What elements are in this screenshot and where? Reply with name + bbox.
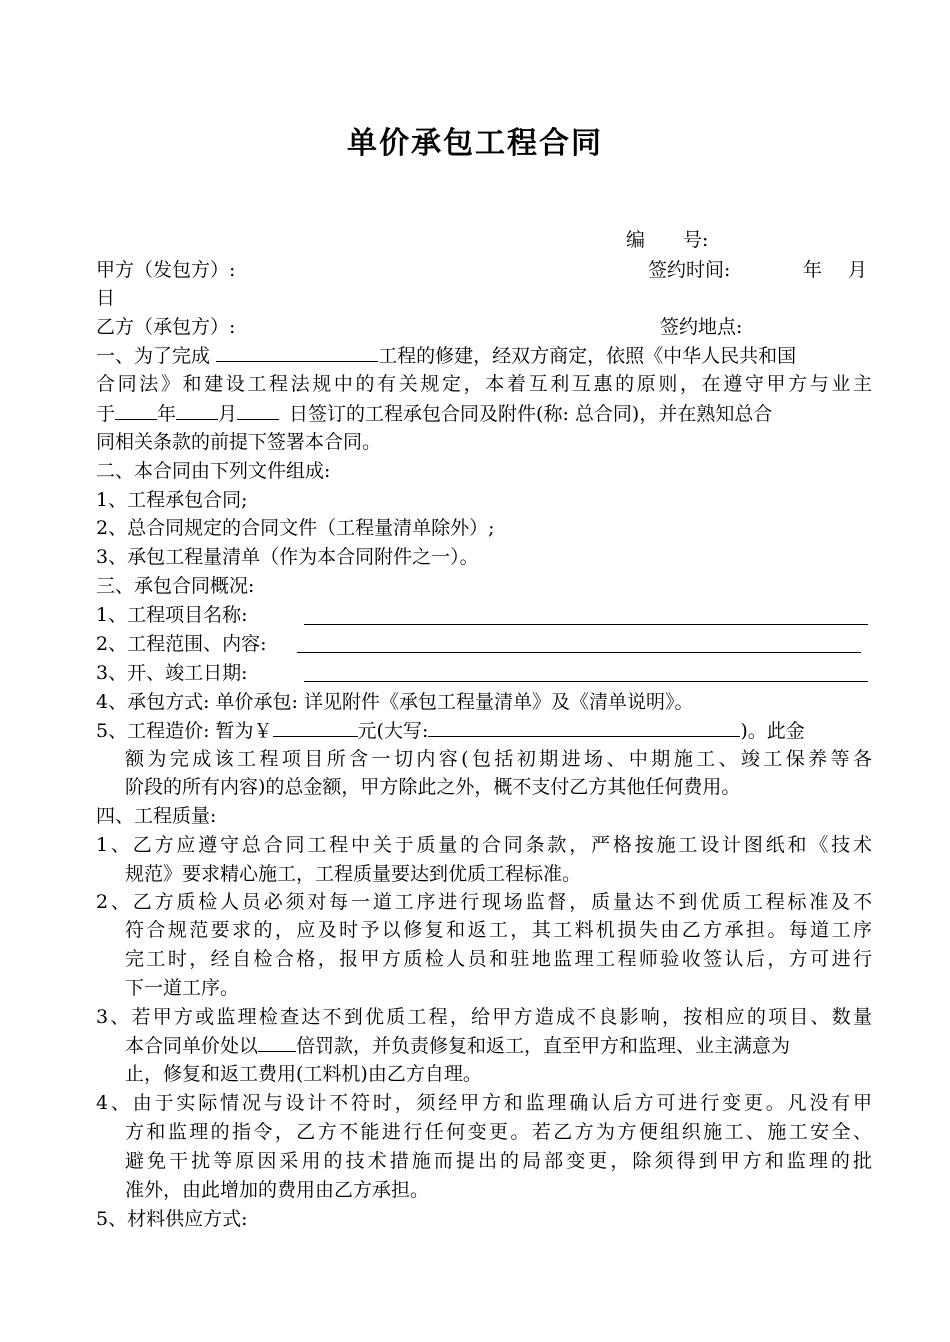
section-4-item-1-line-2: 规范》要求精心施工，工程质量要达到优质工程标准。	[125, 863, 582, 885]
section-1-line-3	[96, 399, 772, 428]
section-4-item-2-line-1: 2、乙方质检人员必须对每一道工序进行现场监督，质量达不到优质工程标准及不	[96, 891, 872, 913]
project-name-blank[interactable]	[216, 341, 378, 362]
section-4-item-1-line-1: 1、乙方应遵守总合同工程中关于质量的合同条款，严格按施工设计图纸和《技术	[96, 834, 872, 856]
section-4-item-2-line-4: 下一道工序。	[125, 977, 240, 999]
sign-month-label: 月	[848, 259, 868, 281]
section-3-item-3: 3、开、竣工日期:	[96, 662, 248, 684]
project-title-blank[interactable]	[304, 624, 868, 625]
section-4-item-3-line-2	[125, 1031, 790, 1060]
section-2-item-3: 3、承包工程量清单（作为本合同附件之一）。	[96, 546, 479, 568]
contract-price-tail: )。此金	[740, 720, 805, 742]
contract-year-blank[interactable]	[115, 399, 157, 420]
section-2-item-2: 2、总合同规定的合同文件（工程量清单除外）;	[96, 517, 495, 539]
section-4-item-4-line-2: 方和监理的指令，乙方不能进行任何变更。若乙方为方便组织施工、施工安全、	[125, 1121, 872, 1143]
section-4-item-2-line-3: 完工时，经自检合格，报甲方质检人员和驻地监理工程师验收签认后，方可进行	[125, 948, 872, 970]
penalty-label: 本合同单价处以	[125, 1035, 259, 1057]
document-title: 单价承包工程合同	[347, 126, 603, 161]
section-3-heading: 三、承包合同概况:	[96, 575, 255, 597]
contract-price-blank[interactable]	[273, 716, 358, 737]
sign-day-label: 日	[96, 287, 116, 309]
contract-day-blank[interactable]	[237, 399, 279, 420]
sign-year-label: 年	[803, 259, 823, 281]
contract-price-label: 5、工程造价: 暂为￥	[96, 720, 273, 742]
section-4-item-3-line-1: 3、若甲方或监理检查达不到优质工程，给甲方造成不良影响，按相应的项目、数量	[96, 1006, 872, 1028]
section-4-item-4-line-1: 4、由于实际情况与设计不符时，须经甲方和监理确认后方可进行变更。凡没有甲	[96, 1092, 872, 1114]
section-1-line-4: 同相关条款的前提下签署本合同。	[96, 431, 382, 453]
party-a-label: 甲方（发包方）:	[96, 259, 236, 281]
party-b-label: 乙方（承包方）:	[96, 316, 236, 338]
sign-time-label: 签约时间:	[648, 259, 731, 281]
section-1-line-2: 合同法》和建设工程法规中的有关规定，本着互利互惠的原则，在遵守甲方与业主	[96, 373, 872, 395]
penalty-multiplier-blank[interactable]	[258, 1031, 296, 1052]
section-4-item-3-line-3: 止，修复和返工费用(工料机)由乙方自理。	[125, 1063, 482, 1085]
section-1-day-text: 日签订的工程承包合同及附件(称: 总合同)，并在熟知总合	[289, 403, 773, 425]
contract-price-uppercase-label: 元(大写:	[357, 720, 429, 742]
section-4-item-5: 5、材料供应方式:	[96, 1208, 248, 1230]
section-4-item-4-line-4: 准外，由此增加的费用由乙方承担。	[125, 1179, 430, 1201]
contract-price-uppercase-blank[interactable]	[428, 716, 740, 737]
section-3-item-2: 2、工程范围、内容:	[96, 633, 267, 655]
section-1-text-b: 工程的修建，经双方商定，依照《中华人民共和国	[378, 345, 797, 367]
section-2-item-1: 1、工程承包合同;	[96, 489, 248, 511]
section-3-item-5-line-1	[96, 716, 805, 745]
section-3-item-1: 1、工程项目名称:	[96, 604, 248, 626]
section-4-item-4-line-3: 避免干扰等原因采用的技术措施而提出的局部变更，除须得到甲方和监理的批	[125, 1150, 872, 1172]
project-scope-blank[interactable]	[297, 652, 861, 653]
contract-month-blank[interactable]	[176, 399, 218, 420]
project-dates-blank[interactable]	[304, 681, 868, 682]
section-3-item-4: 4、承包方式: 单价承包: 详见附件《承包工程量清单》及《清单说明》。	[96, 691, 694, 713]
section-1-year: 年	[157, 403, 177, 425]
section-1-text-a: 一、为了完成	[96, 345, 211, 367]
section-4-item-2-line-2: 符合规范要求的，应及时予以修复和返工，其工料机损失由乙方承担。每道工序	[125, 919, 872, 941]
penalty-text: 倍罚款，并负责修复和返工，直至甲方和监理、业主满意为	[296, 1035, 791, 1057]
section-1-line-1	[96, 341, 796, 370]
section-1-month: 月	[218, 403, 238, 425]
section-3-item-5-line-2: 额为完成该工程项目所含一切内容(包括初期进场、中期施工、竣工保养等各	[125, 748, 872, 770]
section-4-heading: 四、工程质量:	[96, 805, 217, 827]
serial-number-label: 编 号:	[626, 229, 709, 251]
section-2-heading: 二、本合同由下列文件组成:	[96, 460, 331, 482]
section-1-yu: 于	[96, 403, 116, 425]
sign-place-label: 签约地点:	[660, 316, 743, 338]
section-3-item-5-line-3: 阶段的所有内容)的总金额，甲方除此之外，概不支付乙方其他任何费用。	[125, 776, 741, 798]
